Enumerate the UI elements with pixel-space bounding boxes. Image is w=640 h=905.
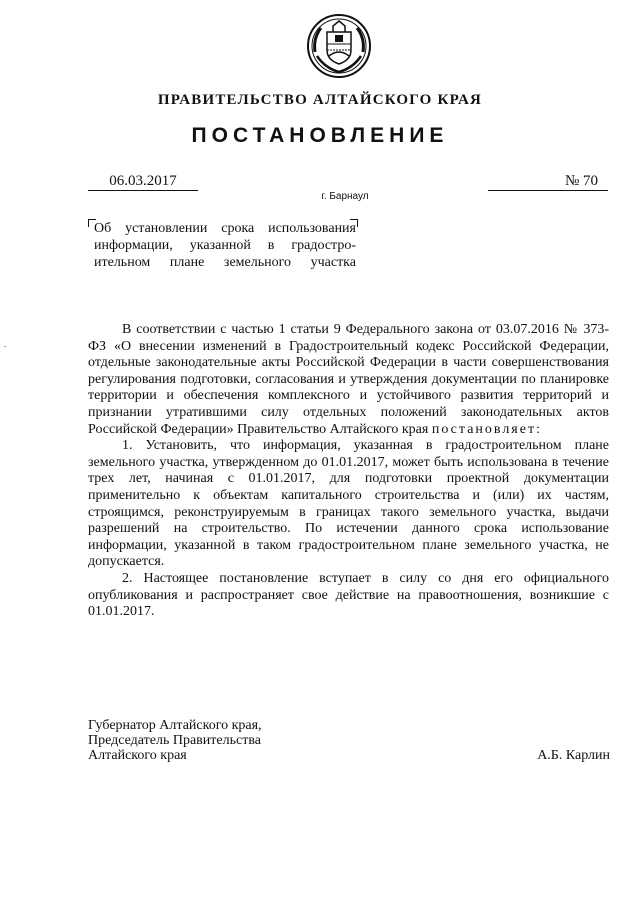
document-type-heading: ПОСТАНОВЛЕНИЕ	[191, 124, 449, 147]
subject-line: ительном плане земельного участка	[94, 255, 356, 270]
preamble-paragraph	[88, 322, 609, 438]
document-body	[88, 322, 609, 621]
margin-mark	[4, 346, 6, 347]
signatory-name: А.Б. Карлин	[537, 748, 610, 763]
subject-line: информации, указанной в градостро-	[94, 238, 356, 253]
document-date: 06.03.2017	[88, 172, 198, 191]
clause-2: 2. Настоящее постановление вступает в силу со дня его официального опубликования и распространяет свое действие на правоотношения, возникшие с 01.01.2017.	[88, 570, 609, 620]
document-subject	[94, 220, 356, 271]
signatory-position-line: Председатель Правительства	[88, 733, 261, 748]
subject-line: Об установлении срока использования	[94, 221, 356, 236]
document-city: г. Барнаул	[321, 191, 369, 202]
clause-1: 1. Установить, что информация, указанная в градостроительном плане земельного участка, утвержденном до 01.01.2017, может быть использована в течение трех лет, начиная с 01.01.2017, для подготовки проектной документации применительно к объектам капитального строительства и (или) их частям, строящимся, реконструируемым в границах такого земельного участка, выдачи разрешений на строительство. По истечении данного срока использование информации, указанной в таком градостроительном плане земельного участка, не допускается.	[88, 438, 609, 570]
signatory-position	[88, 718, 262, 763]
preamble-text: В соответствии с частью 1 статьи 9 Федерального закона от 03.07.2016 № 373-ФЗ «О внесении изменений в Градостроительный кодекс Российской Федерации, отдельные законодательные акты Российской Федерации в части совершенствования регулирования подготовки, согласования и утверждения документации по планировке территории и обеспечения комплексного и устойчивого развития территорий и признании утратившими силу отдельных положений законодательных актов Российской Федерации» Правительство Алтайского края	[88, 322, 609, 437]
coat-of-arms-emblem-icon	[305, 12, 373, 80]
signatory-position-line: Алтайского края	[88, 748, 187, 763]
organization-title: ПРАВИТЕЛЬСТВО АЛТАЙСКОГО КРАЯ	[157, 92, 483, 108]
document-number: № 70	[488, 172, 608, 191]
resolves-word: постановляет:	[431, 421, 542, 437]
signatory-position-line: Губернатор Алтайского края,	[88, 718, 262, 733]
